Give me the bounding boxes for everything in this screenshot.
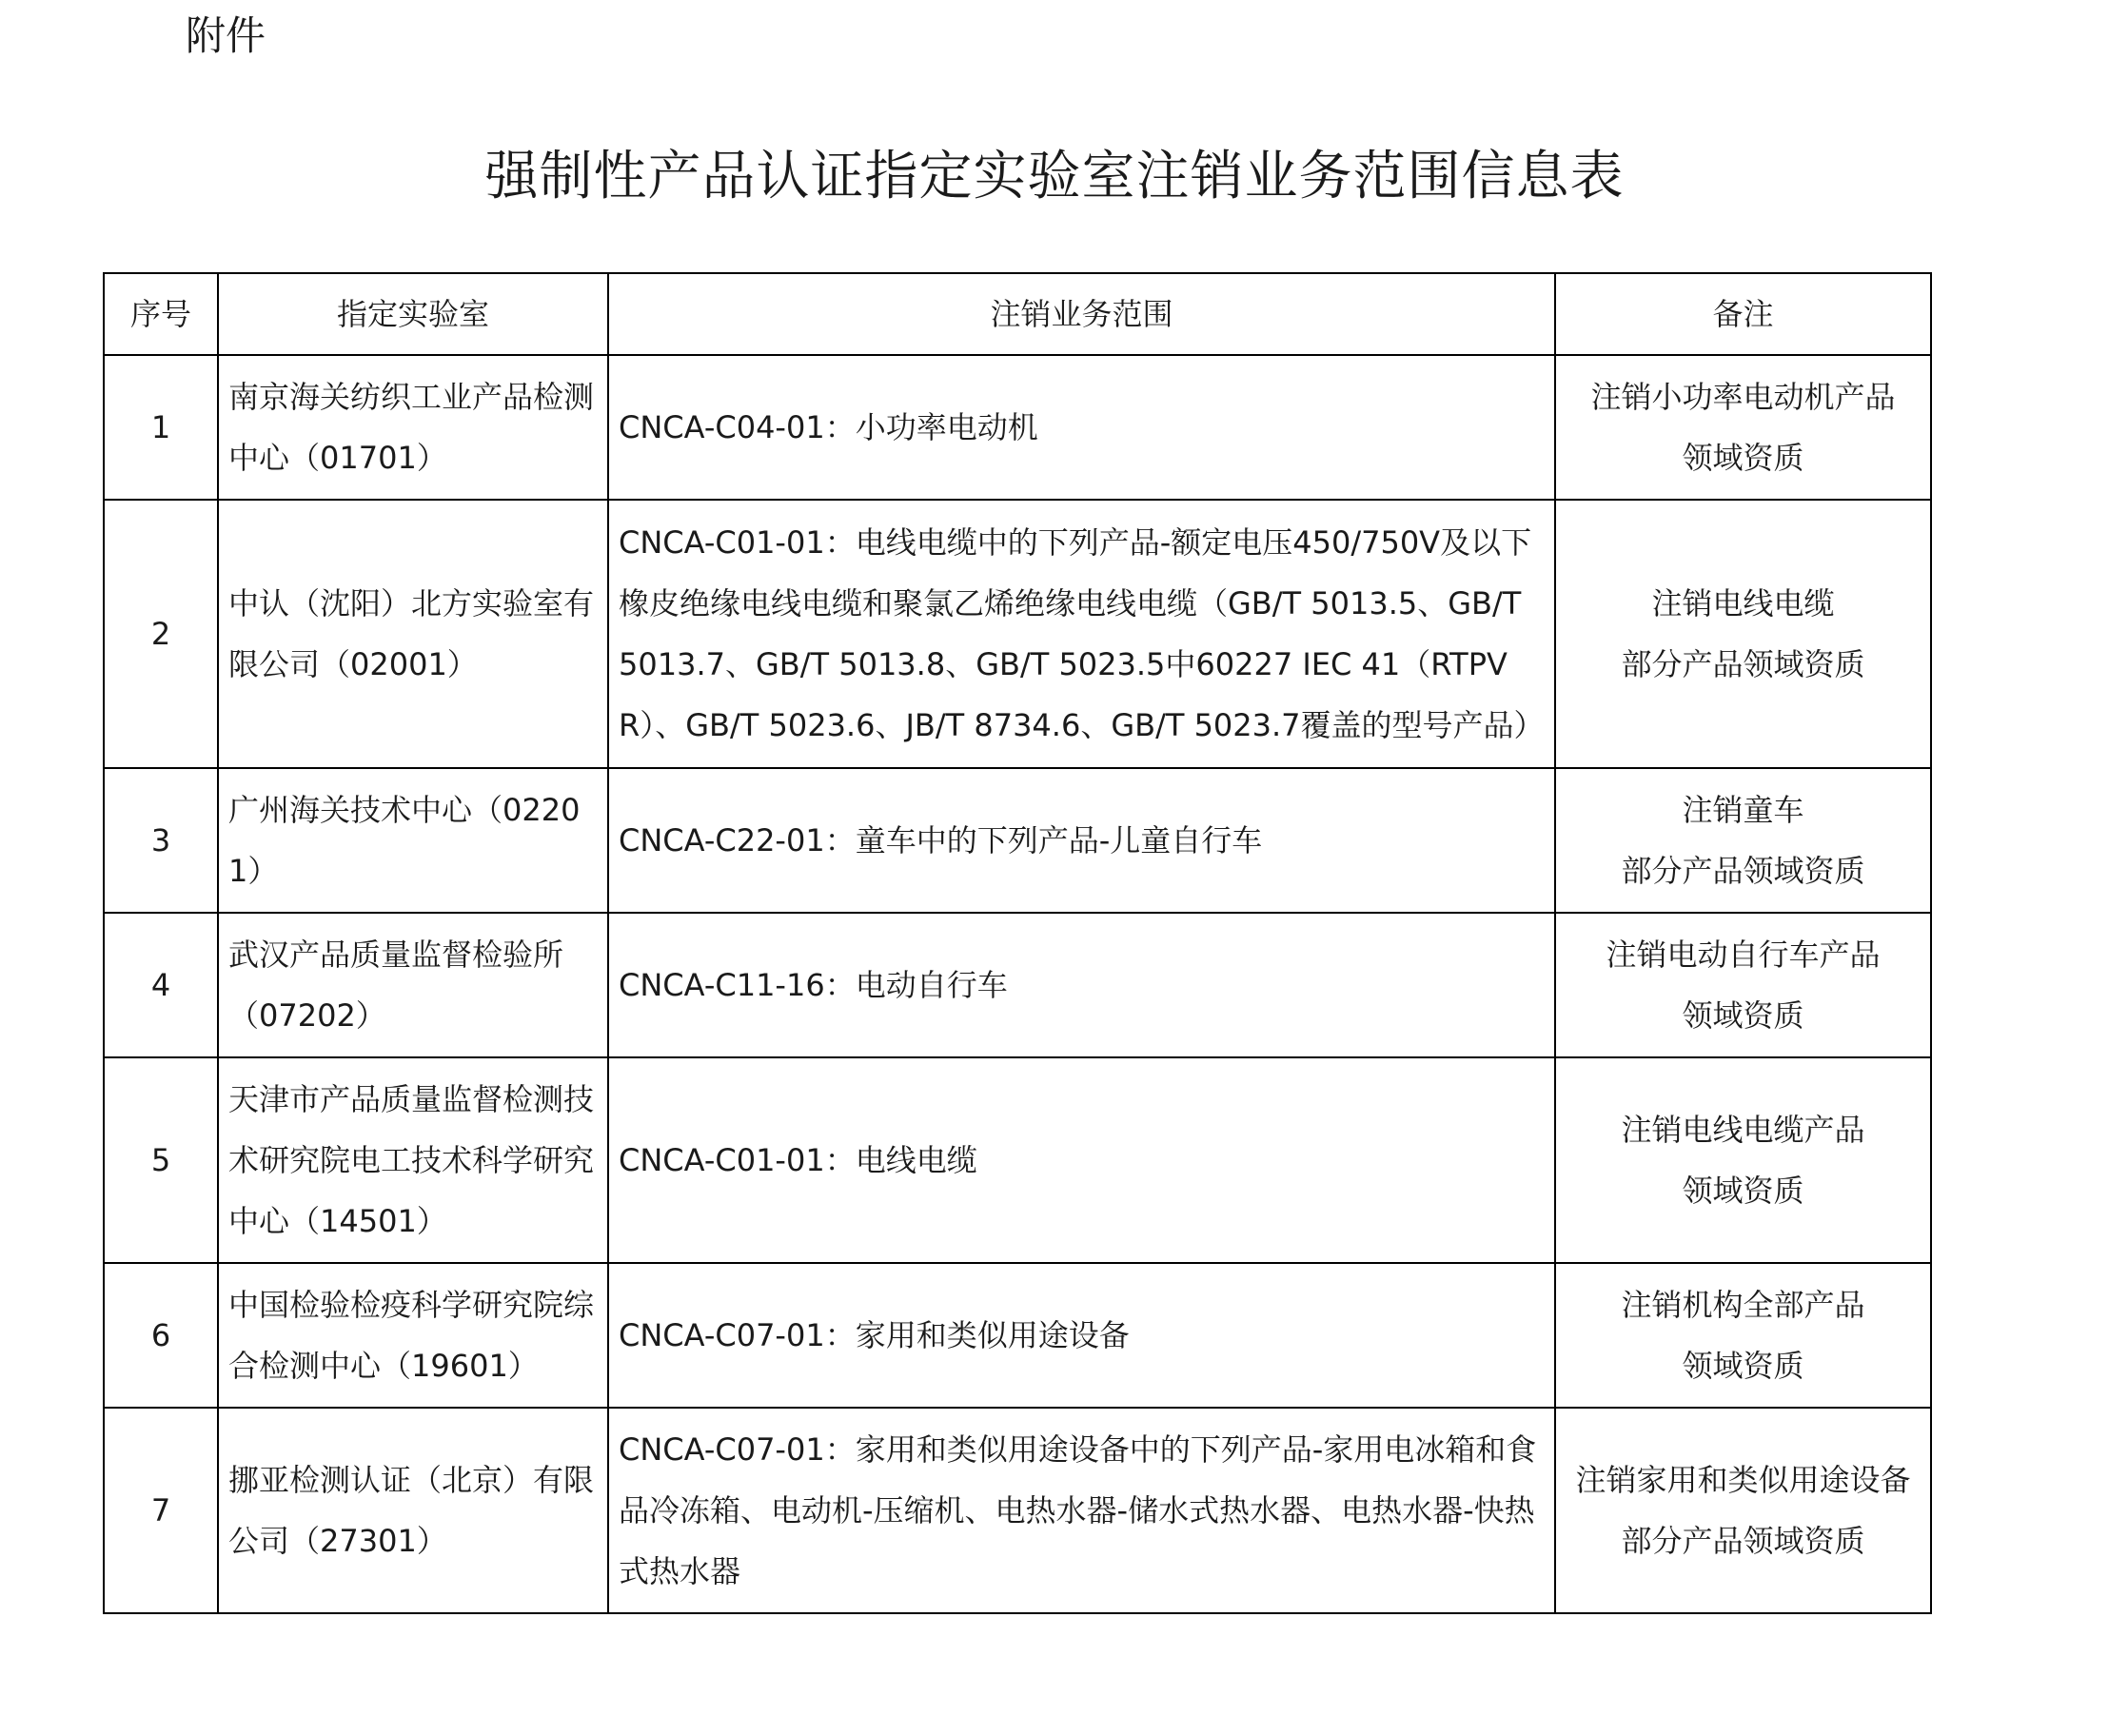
table-header-row (104, 273, 1931, 355)
row-number: 1 (104, 355, 218, 500)
remark-line: 注销电动自行车产品 (1606, 937, 1881, 973)
cancellation-scope: CNCA-C11-16：电动自行车 (608, 913, 1555, 1057)
header-remark: 备注 (1555, 273, 1931, 355)
lab-name: 南京海关纺织工业产品检测中心（01701） (218, 355, 608, 500)
cancellation-scope: CNCA-C22-01：童车中的下列产品-儿童自行车 (608, 768, 1555, 913)
table-row (104, 1057, 1931, 1263)
row-number: 5 (104, 1057, 218, 1263)
remark (1555, 500, 1931, 768)
lab-name: 天津市产品质量监督检测技术研究院电工技术科学研究中心（14501） (218, 1057, 608, 1263)
remark (1555, 1408, 1931, 1613)
table-row (104, 1263, 1931, 1408)
remark-line: 部分产品领域资质 (1621, 1523, 1865, 1559)
cancellation-scope: CNCA-C07-01：家用和类似用途设备中的下列产品-家用电冰箱和食品冷冻箱、电动机-压缩机、电热水器-储水式热水器、电热水器-快热式热水器 (608, 1408, 1555, 1613)
row-number: 4 (104, 913, 218, 1057)
lab-name: 中国检验检疫科学研究院综合检测中心（19601） (218, 1263, 608, 1408)
remark (1555, 1263, 1931, 1408)
remark-line: 注销小功率电动机产品 (1590, 379, 1896, 415)
remark-line: 注销家用和类似用途设备 (1575, 1462, 1911, 1498)
header-no: 序号 (104, 273, 218, 355)
cancellation-scope: CNCA-C01-01：电线电缆 (608, 1057, 1555, 1263)
remark (1555, 768, 1931, 913)
document-title: 强制性产品认证指定实验室注销业务范围信息表 (484, 146, 1625, 207)
remark-line: 部分产品领域资质 (1621, 853, 1865, 889)
cancellation-scope: CNCA-C04-01：小功率电动机 (608, 355, 1555, 500)
row-number: 3 (104, 768, 218, 913)
remark-line: 领域资质 (1682, 440, 1804, 476)
remark-line: 领域资质 (1682, 1173, 1804, 1209)
table-row (104, 913, 1931, 1057)
remark-line: 注销电线电缆产品 (1621, 1112, 1865, 1148)
header-scope: 注销业务范围 (608, 273, 1555, 355)
remark (1555, 1057, 1931, 1263)
remark (1555, 355, 1931, 500)
remark-line: 领域资质 (1682, 1348, 1804, 1384)
table-row (104, 500, 1931, 768)
remark (1555, 913, 1931, 1057)
remark-line: 注销童车 (1682, 792, 1804, 828)
row-number: 6 (104, 1263, 218, 1408)
remark-line: 注销电线电缆 (1651, 585, 1835, 621)
cancellation-scope: CNCA-C01-01：电线电缆中的下列产品-额定电压450/750V及以下橡皮绝缘电线电缆和聚氯乙烯绝缘电线电缆（GB/T 5013.5、GB/T 5013.7、GB/T 5013.8、GB/T 5023.5中60227 IEC 41（RTPVR）、GB/T 5023.6、JB/T 8734.6、GB/T 5023.7覆盖的型号产品） (608, 500, 1555, 768)
lab-name: 中认（沈阳）北方实验室有限公司（02001） (218, 500, 608, 768)
table-row (104, 355, 1931, 500)
row-number: 2 (104, 500, 218, 768)
remark-line: 注销机构全部产品 (1621, 1287, 1865, 1323)
lab-cancellation-table (103, 272, 1932, 1614)
lab-name: 武汉产品质量监督检验所（07202） (218, 913, 608, 1057)
remark-line: 领域资质 (1682, 997, 1804, 1034)
table-row (104, 1408, 1931, 1613)
attachment-label: 附件 (186, 12, 266, 59)
lab-name: 挪亚检测认证（北京）有限公司（27301） (218, 1408, 608, 1613)
lab-name: 广州海关技术中心（02201） (218, 768, 608, 913)
remark-line: 部分产品领域资质 (1621, 646, 1865, 682)
cancellation-scope: CNCA-C07-01：家用和类似用途设备 (608, 1263, 1555, 1408)
row-number: 7 (104, 1408, 218, 1613)
header-lab: 指定实验室 (218, 273, 608, 355)
table-row (104, 768, 1931, 913)
